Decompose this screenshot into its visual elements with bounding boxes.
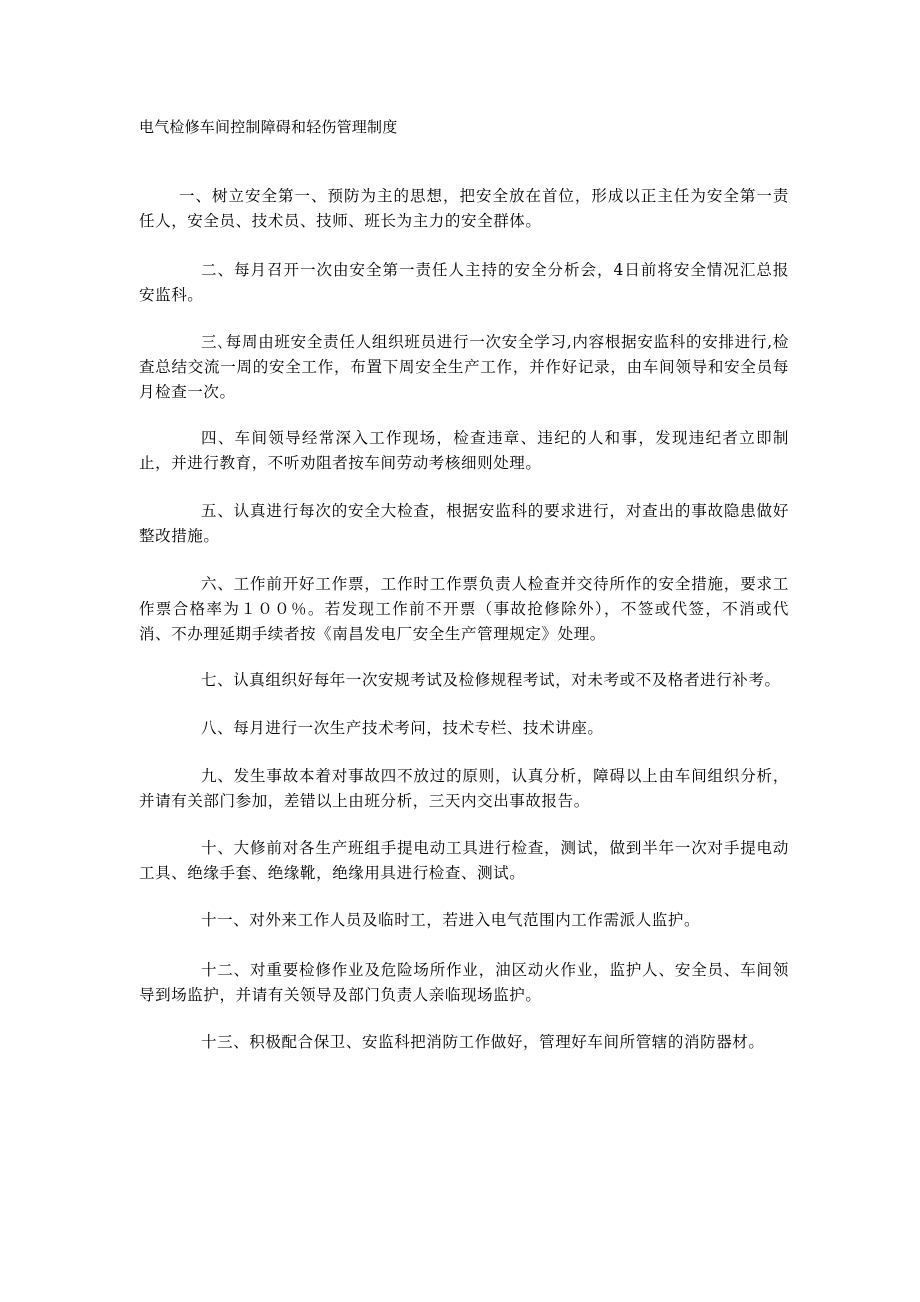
clause-2: 二、每月召开一次由安全第一责任人主持的安全分析会，4日前将安全情况汇总报安监科。	[139, 261, 789, 304]
clause-3: 三､每周由班安全责任人组织班员进行一次安全学习,内容根据安监科的安排进行,检查总结交流一周的安全工作，布置下周安全生产工作，并作好记录，由车间领导和安全员每月检查一次。	[139, 333, 789, 401]
clause-10: 十、大修前对各生产班组手提电动工具进行检查，测试，做到半年一次对手提电动工具、绝缘手套、绝缘靴，绝缘用具进行检查、测试。	[139, 839, 789, 882]
clause-11: 十一、对外来工作人员及临时工，若进入电气范围内工作需派人监护。	[201, 911, 701, 929]
clause-9: 九、发生事故本着对事故四不放过的原则，认真分析，障碍以上由车间组织分析，并请有关部门参加，差错以上由班分析，三天内交出事故报告。	[139, 767, 789, 810]
clause-12: 十二、对重要检修作业及危险场所作业，油区动火作业，监护人、安全员、车间领导到场监护，并请有关领导及部门负责人亲临现场监护。	[139, 961, 789, 1004]
clause-5: 五、认真进行每次的安全大检查，根据安监科的要求进行，对查出的事故隐患做好整改措施。	[139, 502, 789, 545]
clause-8: 八、每月进行一次生产技术考问，技术专栏、技术讲座。	[201, 719, 604, 737]
clause-6: 六、工作前开好工作票，工作时工作票负责人检查并交待所作的安全措施，要求工作票合格率为１００％。若发现工作前不开票（事故抢修除外），不签或代签，不消或代消、不办理延期手续者按《南昌发电厂安全生产管理规定》处理。	[139, 575, 789, 643]
clause-1: 一、树立安全第一、预防为主的思想，把安全放在首位，形成以正主任为安全第一责任人，安全员、技术员、技师、班长为主力的安全群体。	[139, 187, 789, 230]
clause-4: 四、车间领导经常深入工作现场，检查违章、违纪的人和事，发现违纪者立即制止，并进行教育，不听劝阻者按车间劳动考核细则处理。	[139, 429, 789, 472]
document-title: 电气检修车间控制障碍和轻伤管理制度	[139, 118, 398, 136]
clause-7: 七、认真组织好每年一次安规考试及检修规程考试，对未考或不及格者进行补考。	[201, 671, 781, 689]
clause-13: 十三、积极配合保卫、安监科把消防工作做好，管理好车间所管辖的消防器材。	[201, 1033, 765, 1051]
